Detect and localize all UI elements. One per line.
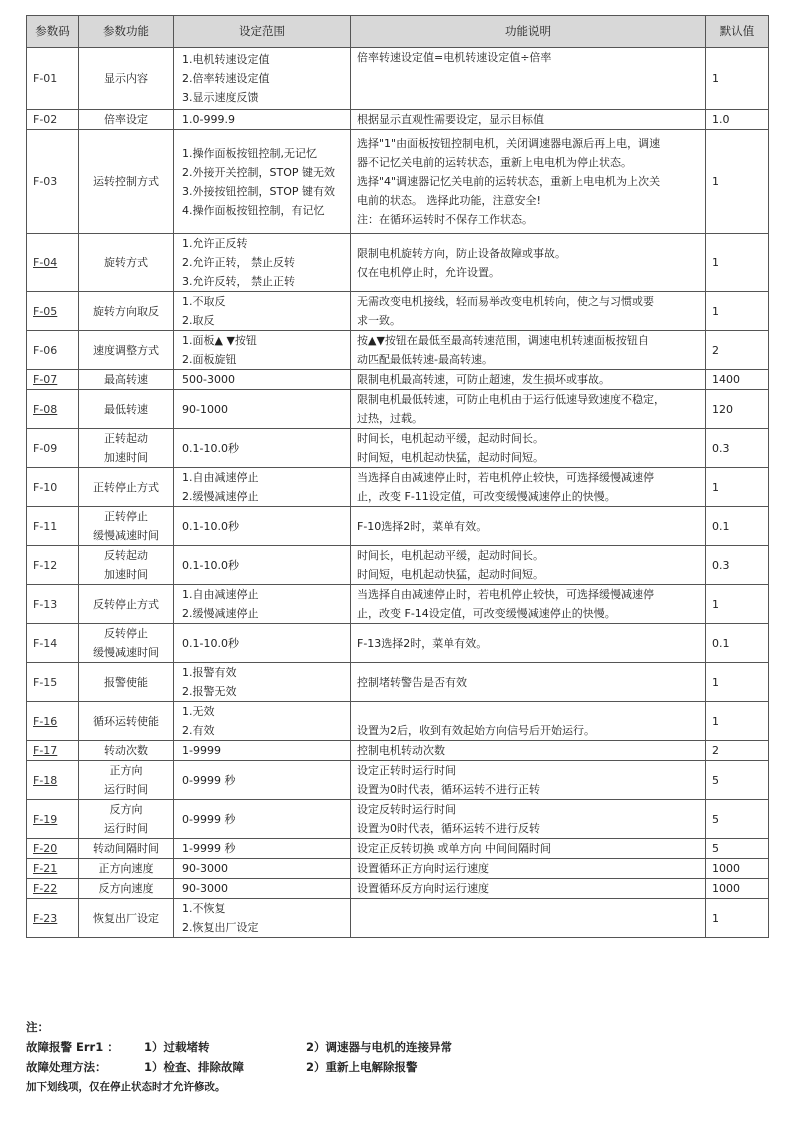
param-description	[351, 468, 706, 507]
param-description-line: 时间长，电机起动平缓，起动时间长。	[357, 549, 544, 562]
param-code	[27, 292, 79, 331]
param-range-line: 2.缓慢减速停止	[182, 490, 259, 503]
param-default: 1000	[706, 859, 769, 879]
param-range-line: 0.1-10.0秒	[182, 441, 239, 455]
param-description-line: F-13选择2时，菜单有效。	[357, 636, 488, 650]
param-description-line: 设置循环反方向时运行速度	[357, 882, 489, 895]
param-description-line: 时间短，电机起动快猛，起动时间短。	[357, 568, 544, 581]
param-range-line: 1.面板▲ ▼按钮	[182, 334, 257, 347]
param-function	[79, 546, 174, 585]
param-range	[174, 702, 351, 741]
param-function-line: 旋转方式	[104, 256, 148, 269]
param-code-text: F-04	[33, 256, 58, 269]
param-code	[27, 370, 79, 390]
param-range-line: 2.有效	[182, 724, 215, 737]
param-function	[79, 859, 174, 879]
param-default: 1400	[706, 370, 769, 390]
param-range	[174, 800, 351, 839]
param-range-line: 2.取反	[182, 314, 215, 327]
param-code	[27, 839, 79, 859]
param-description-line: 设定正反转切换 或单方向 中间间隔时间	[357, 842, 551, 855]
param-range-line: 1.电机转速设定值	[182, 53, 270, 66]
param-function	[79, 48, 174, 110]
param-function-line: 速度调整方式	[93, 343, 159, 357]
param-function	[79, 663, 174, 702]
param-range	[174, 663, 351, 702]
header-range: 设定范围	[174, 16, 351, 48]
param-description	[351, 429, 706, 468]
param-code	[27, 741, 79, 761]
param-range	[174, 507, 351, 546]
table-row	[27, 130, 769, 234]
param-code-text: F-17	[33, 744, 58, 757]
param-description	[351, 879, 706, 899]
param-range-line: 1.操作面板按钮控制,无记忆	[182, 146, 317, 160]
param-function	[79, 624, 174, 663]
param-code	[27, 130, 79, 234]
param-function	[79, 800, 174, 839]
param-description-line: 设置循环正方向时运行速度	[357, 862, 489, 875]
param-description-line: 限制电机最高转速，可防止超速，发生损坏或事故。	[357, 373, 610, 386]
param-code	[27, 429, 79, 468]
table-row	[27, 879, 769, 899]
param-description-line: 时间长，电机起动平缓，起动时间长。	[357, 432, 544, 445]
param-description-line: 限制电机旋转方向，防止设备故障或事故。	[357, 246, 566, 260]
param-range-line: 4.操作面板按钮控制，有记忆	[182, 203, 325, 217]
table-row	[27, 429, 769, 468]
param-range-line: 1.无效	[182, 705, 215, 718]
param-code-text: F-21	[33, 862, 58, 875]
param-range	[174, 624, 351, 663]
param-function-line: 倍率设定	[104, 113, 148, 126]
param-description-line: 设定反转时运行时间	[357, 803, 456, 816]
param-code-text: F-09	[33, 441, 58, 455]
param-description-line: 设定正转时运行时间	[357, 764, 456, 777]
param-code-text: F-22	[33, 882, 58, 895]
param-range-line: 2.允许正转， 禁止反转	[182, 256, 295, 269]
param-default: 1	[706, 899, 769, 938]
param-range	[174, 879, 351, 899]
param-function-line: 反方向	[109, 803, 143, 816]
param-description-line: F-10选择2时，菜单有效。	[357, 519, 488, 533]
table-row	[27, 839, 769, 859]
param-code	[27, 546, 79, 585]
param-range-line: 3.显示速度反馈	[182, 91, 259, 104]
param-description	[351, 507, 706, 546]
param-function	[79, 468, 174, 507]
param-range-line: 0.1-10.0秒	[182, 636, 239, 650]
param-code	[27, 879, 79, 899]
param-function	[79, 702, 174, 741]
param-range-line: 2.面板旋钮	[182, 353, 237, 366]
table-header-row	[27, 16, 769, 48]
alarm-item-2: 2）调速器与电机的连接异常	[306, 1040, 453, 1054]
parameter-table	[26, 15, 769, 938]
param-description-line: 止，改变 F-14设定值，可改变缓慢减速停止的快慢。	[357, 607, 616, 620]
param-code	[27, 899, 79, 938]
param-code-text: F-13	[33, 597, 58, 611]
param-description	[351, 546, 706, 585]
table-row	[27, 761, 769, 800]
param-function-line: 反转起动	[104, 549, 148, 562]
param-description-line: 控制电机转动次数	[357, 744, 445, 757]
param-function-line: 显示内容	[104, 72, 148, 85]
param-function-line: 恢复出厂设定	[93, 911, 159, 925]
param-description	[351, 741, 706, 761]
param-code	[27, 48, 79, 110]
param-description-line: 根据显示直观性需要设定，显示目标值	[357, 113, 544, 126]
param-description-line: 注：在循环运转时不保存工作状态。	[357, 213, 533, 226]
param-description	[351, 800, 706, 839]
param-range-line: 90-3000	[182, 882, 228, 895]
param-function-line: 正转起动	[104, 432, 148, 445]
param-function	[79, 234, 174, 292]
param-default: 1	[706, 234, 769, 292]
param-function-line: 反转停止	[104, 627, 148, 640]
param-default: 1000	[706, 879, 769, 899]
param-default: 1.0	[706, 110, 769, 130]
param-code	[27, 800, 79, 839]
table-row	[27, 663, 769, 702]
param-function-line: 运行时间	[104, 822, 148, 835]
param-function-line: 循环运转使能	[93, 714, 159, 728]
table-row	[27, 292, 769, 331]
param-range-line: 0.1-10.0秒	[182, 558, 239, 572]
param-default: 0.3	[706, 429, 769, 468]
param-range-line: 2.恢复出厂设定	[182, 921, 259, 934]
param-code	[27, 390, 79, 429]
param-description-line: 按▲▼按钮在最低至最高转速范围，调速电机转速面板按钮自	[357, 334, 649, 347]
param-code-text: F-05	[33, 304, 58, 318]
param-range-line: 1.0-999.9	[182, 113, 235, 126]
param-function-line: 正方向速度	[98, 862, 154, 875]
param-range	[174, 741, 351, 761]
param-function-line: 转动次数	[104, 744, 148, 757]
param-default: 1	[706, 48, 769, 110]
param-range	[174, 859, 351, 879]
param-code	[27, 507, 79, 546]
param-range-line: 90-1000	[182, 402, 228, 416]
param-function-line: 最低转速	[104, 402, 148, 416]
param-description	[351, 234, 706, 292]
param-range	[174, 429, 351, 468]
param-range-line: 1.允许正反转	[182, 237, 248, 250]
param-range	[174, 331, 351, 370]
param-range-line: 0.1-10.0秒	[182, 519, 239, 533]
param-function	[79, 507, 174, 546]
table-row	[27, 48, 769, 110]
param-description-line: 倍率转速设定值=电机转速设定值÷倍率	[357, 51, 552, 64]
alarm-item-1: 1）过载堵转	[144, 1040, 210, 1054]
param-default: 0.1	[706, 624, 769, 663]
header-description: 功能说明	[351, 16, 706, 48]
param-description-line: 选择"1"由面板按钮控制电机，关闭调速器电源后再上电，调速	[357, 137, 661, 150]
param-function-line: 报警使能	[104, 675, 148, 689]
handle-item-2: 2）重新上电解除报警	[306, 1060, 418, 1074]
param-range-line: 3.外接按钮控制，STOP 键有效	[182, 184, 335, 198]
param-default: 1	[706, 702, 769, 741]
param-function	[79, 390, 174, 429]
param-default: 0.3	[706, 546, 769, 585]
param-range-line: 1.报警有效	[182, 666, 237, 679]
param-range-line: 0-9999 秒	[182, 773, 236, 787]
param-range	[174, 761, 351, 800]
table-row	[27, 234, 769, 292]
param-range	[174, 48, 351, 110]
param-code-text: F-14	[33, 636, 58, 650]
param-range-line: 2.报警无效	[182, 685, 237, 698]
param-function	[79, 429, 174, 468]
param-code-text: F-11	[33, 519, 58, 533]
param-code	[27, 624, 79, 663]
notes-title: 注：	[26, 1020, 49, 1034]
table-row	[27, 585, 769, 624]
header-default: 默认值	[706, 16, 769, 48]
param-description-line: 电前的状态。 选择此功能，注意安全!	[357, 194, 541, 207]
param-range-line: 500-3000	[182, 373, 235, 386]
param-code-text: F-20	[33, 842, 58, 855]
param-description-line: 动匹配最低转速-最高转速。	[357, 353, 493, 366]
param-code	[27, 331, 79, 370]
param-range	[174, 390, 351, 429]
param-description	[351, 130, 706, 234]
param-code-text: F-19	[33, 812, 58, 826]
param-range	[174, 585, 351, 624]
header-code: 参数码	[27, 16, 79, 48]
table-row	[27, 110, 769, 130]
param-function	[79, 879, 174, 899]
param-function-line: 反转停止方式	[93, 597, 159, 611]
param-range	[174, 839, 351, 859]
param-description-line: 当选择自由减速停止时，若电机停止较快，可选择缓慢减速停	[357, 588, 654, 601]
param-code	[27, 761, 79, 800]
param-range-line: 1.自由减速停止	[182, 471, 259, 484]
param-description	[351, 292, 706, 331]
param-description-line: 器不记忆关电前的运转状态，重新上电电机为停止状态。	[357, 156, 632, 169]
param-description	[351, 48, 706, 110]
param-function-line: 运行时间	[104, 783, 148, 796]
param-description	[351, 859, 706, 879]
param-code-text: F-07	[33, 373, 58, 386]
table-row	[27, 331, 769, 370]
param-code	[27, 234, 79, 292]
alarm-line	[26, 1037, 766, 1057]
param-range-line: 1.自由减速停止	[182, 588, 259, 601]
param-range-line: 3.允许反转， 禁止正转	[182, 275, 295, 288]
param-code	[27, 859, 79, 879]
param-range-line: 1-9999	[182, 744, 221, 757]
footnote: 加下划线项，仅在停止状态时才允许修改。	[26, 1081, 226, 1093]
param-description-line: 设置为0时代表，循环运转不进行正转	[357, 783, 540, 796]
param-default: 5	[706, 800, 769, 839]
notes-section	[26, 1017, 766, 1097]
param-function	[79, 292, 174, 331]
param-description-line: 止，改变 F-11设定值，可改变缓慢减速停止的快慢。	[357, 490, 616, 503]
param-function	[79, 899, 174, 938]
handle-line	[26, 1057, 766, 1077]
param-function	[79, 839, 174, 859]
param-description-line: 无需改变电机接线，轻而易举改变电机转向，使之与习惯或要	[357, 295, 654, 308]
param-description	[351, 663, 706, 702]
param-range	[174, 110, 351, 130]
handle-label: 故障处理方法：	[26, 1060, 107, 1074]
param-range	[174, 234, 351, 292]
alarm-label: 故障报警 Err1 ：	[26, 1040, 119, 1054]
param-function-line: 反方向速度	[98, 882, 154, 895]
param-code	[27, 702, 79, 741]
param-code-text: F-02	[33, 113, 58, 126]
param-range-line: 2.倍率转速设定值	[182, 72, 270, 85]
param-description-line: 当选择自由减速停止时，若电机停止较快，可选择缓慢减速停	[357, 471, 654, 484]
table-row	[27, 390, 769, 429]
param-function	[79, 741, 174, 761]
param-function	[79, 110, 174, 130]
param-description	[351, 585, 706, 624]
param-function	[79, 331, 174, 370]
param-function-line: 缓慢减速时间	[93, 646, 159, 659]
table-row	[27, 370, 769, 390]
param-range-line: 1.不恢复	[182, 902, 226, 915]
param-default: 1	[706, 585, 769, 624]
param-description	[351, 110, 706, 130]
table-row	[27, 624, 769, 663]
table-row	[27, 741, 769, 761]
param-code-text: F-12	[33, 558, 58, 572]
param-default: 1	[706, 292, 769, 331]
param-description-line: 限制电机最低转速，可防止电机由于运行低速导致速度不稳定，	[357, 393, 665, 406]
param-function-line: 正方向	[109, 764, 143, 777]
param-description-line: 时间短，电机起动快猛，起动时间短。	[357, 451, 544, 464]
param-function-line: 正转停止	[104, 510, 148, 523]
table-row	[27, 899, 769, 938]
param-description	[351, 839, 706, 859]
header-function: 参数功能	[79, 16, 174, 48]
handle-item-1: 1）检查、排除故障	[144, 1060, 245, 1074]
param-range-line: 2.外接开关控制，STOP 键无效	[182, 165, 335, 179]
param-code	[27, 468, 79, 507]
param-default: 0.1	[706, 507, 769, 546]
param-description-line: 求一致。	[357, 314, 401, 327]
table-row	[27, 800, 769, 839]
param-range	[174, 130, 351, 234]
param-default: 5	[706, 839, 769, 859]
param-default: 120	[706, 390, 769, 429]
param-description	[351, 624, 706, 663]
param-range	[174, 292, 351, 331]
param-description-line: 控制堵转警告是否有效	[357, 675, 467, 689]
param-code	[27, 110, 79, 130]
param-function	[79, 761, 174, 800]
param-default: 1	[706, 663, 769, 702]
param-default: 1	[706, 468, 769, 507]
param-function-line: 旋转方向取反	[93, 304, 159, 318]
table-row	[27, 859, 769, 879]
param-range-line: 0-9999 秒	[182, 812, 236, 826]
param-code-text: F-08	[33, 402, 58, 416]
param-default: 2	[706, 331, 769, 370]
table-row	[27, 468, 769, 507]
param-function-line: 缓慢减速时间	[93, 529, 159, 542]
param-code	[27, 663, 79, 702]
table-row	[27, 702, 769, 741]
param-function	[79, 130, 174, 234]
table-row	[27, 507, 769, 546]
param-range-line: 1-9999 秒	[182, 842, 236, 855]
param-range	[174, 546, 351, 585]
param-function-line: 正转停止方式	[93, 480, 159, 494]
param-code-text: F-23	[33, 911, 58, 925]
param-description-line: 设置为2后，收到有效起始方向信号后开始运行。	[357, 724, 595, 737]
param-function-line: 加速时间	[104, 568, 148, 581]
param-function	[79, 370, 174, 390]
param-default: 1	[706, 130, 769, 234]
param-description	[351, 702, 706, 741]
param-description-line: 设置为0时代表，循环运转不进行反转	[357, 822, 540, 835]
param-default: 5	[706, 761, 769, 800]
param-description-line: 选择"4"调速器记忆关电前的运转状态，重新上电电机为上次关	[357, 175, 661, 188]
param-description	[351, 331, 706, 370]
param-description-line: 仅在电机停止时，允许设置。	[357, 265, 500, 279]
param-description	[351, 899, 706, 938]
param-description	[351, 390, 706, 429]
param-default: 2	[706, 741, 769, 761]
param-description	[351, 370, 706, 390]
param-code-text: F-06	[33, 343, 58, 357]
param-function-line: 运转控制方式	[93, 175, 159, 188]
param-code-text: F-18	[33, 773, 58, 787]
param-code-text: F-01	[33, 72, 58, 85]
param-code-text: F-16	[33, 714, 58, 728]
table-row	[27, 546, 769, 585]
param-range-line: 90-3000	[182, 862, 228, 875]
param-function-line: 加速时间	[104, 451, 148, 464]
parameter-sheet	[26, 15, 768, 938]
param-range	[174, 370, 351, 390]
param-description	[351, 761, 706, 800]
param-function-line: 转动间隔时间	[93, 842, 159, 855]
param-code	[27, 585, 79, 624]
param-code-text: F-03	[33, 175, 58, 188]
param-range-line: 1.不取反	[182, 295, 226, 308]
param-function-line: 最高转速	[104, 373, 148, 386]
param-range	[174, 899, 351, 938]
param-range	[174, 468, 351, 507]
param-range-line: 2.缓慢减速停止	[182, 607, 259, 620]
param-code-text: F-10	[33, 480, 58, 494]
param-code-text: F-15	[33, 675, 58, 689]
param-description-line: 过热，过载。	[357, 412, 423, 425]
param-function	[79, 585, 174, 624]
